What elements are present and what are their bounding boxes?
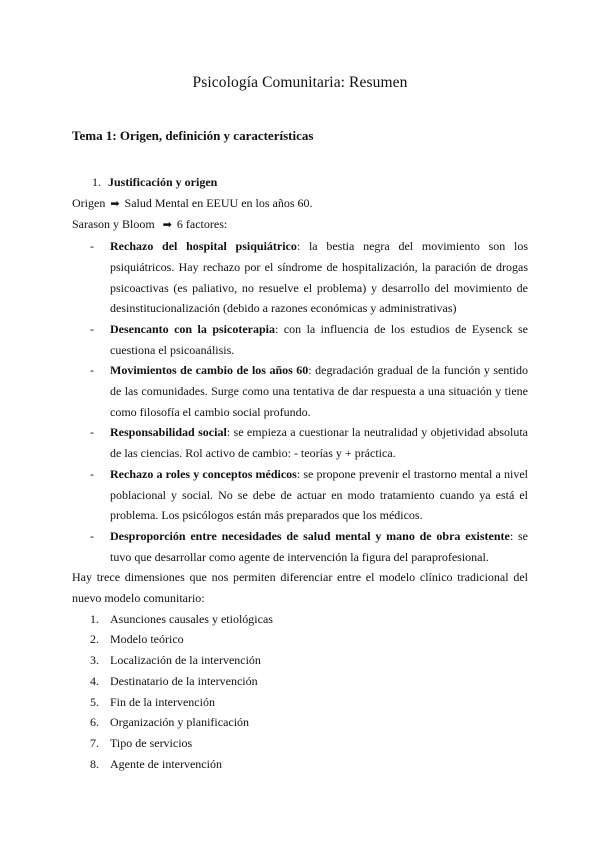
factor-term: Rechazo del hospital psiquiátrico <box>110 239 297 254</box>
dimension-item <box>72 629 528 650</box>
list-dash: - <box>90 363 94 378</box>
dimension-item <box>72 609 528 630</box>
dimension-text: Asunciones causales y etiológicas <box>110 611 273 626</box>
origen-line <box>72 193 528 215</box>
list-dash: - <box>90 321 94 336</box>
subsection-heading <box>72 172 528 193</box>
dimension-text: Fin de la intervención <box>110 694 215 709</box>
factor-item <box>72 464 528 526</box>
factor-term: Movimientos de cambio de los años 60 <box>110 363 309 378</box>
document-body <box>72 172 528 774</box>
sarason-text: 6 factores: <box>176 217 228 232</box>
factor-term: Rechazo a roles y conceptos médicos <box>110 466 297 481</box>
section-title: Tema 1: Origen, definición y características <box>72 128 314 143</box>
dimensions-intro: Hay trece dimensiones que nos permiten diferenciar entre el modelo clínico tradicional del nuevo modelo comunitario: <box>72 570 528 606</box>
dimension-text: Destinatario de la intervención <box>110 673 258 688</box>
factors-list <box>72 236 528 567</box>
arrow-right-icon: ➡ <box>162 218 172 232</box>
dimension-item <box>72 671 528 692</box>
dimension-text: Organización y planificación <box>110 715 250 730</box>
list-dash: - <box>90 239 94 254</box>
dimension-text: Localización de la intervención <box>110 653 261 668</box>
page-title: Psicología Comunitaria: Resumen <box>192 74 408 91</box>
factor-description: : degradación gradual de la función y sentido de las comunidades. Surge como una tentativa de dar respuesta a una situación y tiene como filosofía el cambio social profundo. <box>110 363 528 419</box>
dimension-text: Modelo teórico <box>110 632 184 647</box>
factor-description: : se tuvo que desarrollar como agente de intervención la figura del paraprofesional. <box>110 528 528 564</box>
dimension-number: 6. <box>90 715 99 730</box>
factor-description: : con la influencia de los estudios de Eysenck se cuestiona el psicoanálisis. <box>110 321 529 357</box>
subsection-label: Justificación y origen <box>108 175 218 189</box>
dimension-text: Agente de intervención <box>110 756 222 771</box>
subsection-number: 1. <box>92 175 101 189</box>
dimensions-list <box>72 609 528 775</box>
dimension-item <box>72 733 528 754</box>
factor-term: Desproporción entre necesidades de salud mental y mano de obra existente <box>110 528 510 543</box>
factor-description: : la bestia negra del movimiento son los psiquiátricos. Hay rechazo por el síndrome de hospitalización, la paración de drogas psicoactivas (es paliativo, no resuelve el problema) y desarrollo del movimiento de desinstitucionalización (debido a razones económicas y administrativas) <box>110 239 528 316</box>
arrow-right-icon: ➡ <box>110 196 120 210</box>
dimension-number: 4. <box>90 673 99 688</box>
factor-description: : se empieza a cuestionar la neutralidad y objetividad absoluta de las ciencias. Rol activo de cambio: - teorías y + práctica. <box>110 425 528 461</box>
sarason-label: Sarason y Bloom <box>72 217 155 232</box>
dimension-number: 8. <box>90 756 99 771</box>
dimension-text: Tipo de servicios <box>110 735 193 750</box>
factor-description: : se propone prevenir el trastorno mental a nivel poblacional y social. No se debe de actuar en modo tratamiento cuando ya está el problema. Los psicólogos están más preparados que los médicos. <box>110 466 529 523</box>
dimension-item <box>72 692 528 713</box>
factor-term: Responsabilidad social <box>110 425 227 440</box>
factor-item <box>72 360 528 422</box>
list-dash: - <box>90 528 94 543</box>
dimension-number: 3. <box>90 653 99 668</box>
dimension-item <box>72 712 528 733</box>
origen-label: Origen <box>72 195 106 210</box>
dimension-number: 7. <box>90 735 99 750</box>
list-dash: - <box>90 466 94 481</box>
factor-term: Desencanto con la psicoterapia <box>110 321 276 336</box>
origen-text: Salud Mental en EEUU en los años 60. <box>124 195 313 210</box>
factor-item <box>72 422 528 463</box>
dimension-number: 2. <box>90 632 99 647</box>
dimension-number: 5. <box>90 694 99 709</box>
dimension-item <box>72 754 528 775</box>
dimension-item <box>72 650 528 671</box>
sarason-line <box>72 214 528 236</box>
factor-item <box>72 236 528 319</box>
factor-item <box>72 319 528 360</box>
factor-item <box>72 526 528 567</box>
dimension-number: 1. <box>90 611 99 626</box>
list-dash: - <box>90 425 94 440</box>
